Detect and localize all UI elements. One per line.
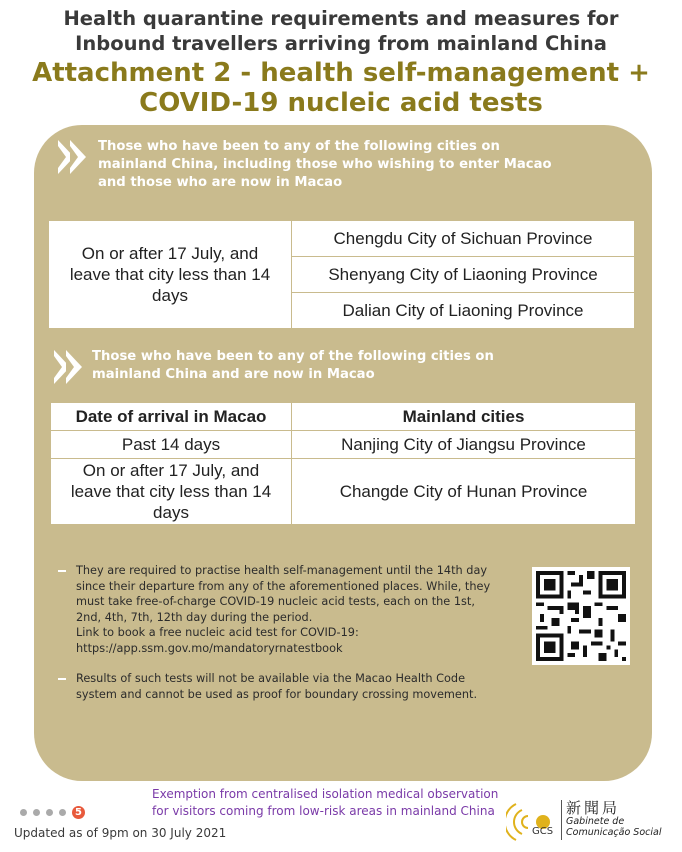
page-dot[interactable]: [20, 809, 27, 816]
dash-icon: [58, 570, 66, 572]
note-item: [58, 671, 528, 702]
exemption-line: Exemption from centralised isolation medical observation: [152, 787, 499, 801]
page-indicator[interactable]: [20, 806, 85, 819]
city-cell: Shenyang City of Liaoning Province: [292, 257, 635, 293]
header-line-2: Inbound travellers arriving from mainland China: [75, 32, 607, 55]
logo-abbreviation: GCS: [532, 826, 554, 837]
section1-heading: [58, 138, 638, 192]
exemption-line: for visitors coming from low-risk areas in mainland China: [152, 804, 495, 818]
date-line: leave that city less than 14: [70, 482, 272, 501]
date-line: On or after 17 July, and: [82, 461, 260, 480]
header-line-1: Health quarantine requirements and measures for: [63, 7, 619, 30]
section1-heading-line: and those who are now in Macao: [98, 175, 343, 190]
title-line-2: COVID-19 nucleic acid tests: [139, 88, 543, 118]
condition-line: On or after 17 July, and: [81, 244, 259, 263]
section1-heading-line: mainland China, including those who wishing to enter Macao: [98, 157, 552, 172]
page-dot[interactable]: [46, 809, 53, 816]
current-page-badge[interactable]: 5: [72, 806, 85, 819]
section2-heading-line: Those who have been to any of the following cities on: [92, 349, 494, 364]
city-cell: Chengdu City of Sichuan Province: [292, 221, 635, 257]
qr-code-icon[interactable]: [532, 567, 630, 665]
updated-timestamp: Updated as of 9pm on 30 July 2021: [14, 826, 227, 840]
logo-chinese-name: 新聞局: [566, 799, 621, 817]
logo-pt-line: Comunicação Social: [566, 827, 662, 838]
header-subtitle: [0, 6, 682, 56]
note-line: since their departure from any of the aforementioned places. While, they: [76, 579, 491, 593]
note-line: Results of such tests will not be available via the Macao Health Code: [76, 672, 466, 685]
column-header: Mainland cities: [292, 403, 636, 431]
logo-portuguese-name: [566, 816, 661, 838]
note-line: 2nd, 4th, 7th, 12th day during the period.: [76, 610, 313, 624]
date-cell: [51, 459, 292, 525]
column-header: Date of arrival in Macao: [51, 403, 292, 431]
city-cell: Nanjing City of Jiangsu Province: [292, 431, 636, 459]
section1-heading-line: Those who have been to any of the following cities on: [98, 139, 500, 154]
date-cell: Past 14 days: [51, 431, 292, 459]
exemption-link[interactable]: [152, 786, 512, 820]
note-line: They are required to practise health self-management until the 14th day: [76, 564, 488, 577]
condition-line: days: [152, 286, 188, 305]
note-line: system and cannot be used as proof for boundary crossing movement.: [76, 687, 478, 701]
page-title: [0, 58, 682, 118]
table-cities-2: [50, 402, 636, 525]
note-line: Link to book a free nucleic acid test for COVID-19:: [76, 626, 359, 639]
booking-link[interactable]: https://app.ssm.gov.mo/mandatoryrnatestbook: [76, 641, 343, 655]
notes: [58, 563, 528, 717]
condition-line: leave that city less than 14: [69, 265, 271, 284]
note-item: [58, 563, 528, 656]
condition-cell: [49, 221, 292, 329]
city-cell: Dalian City of Liaoning Province: [292, 293, 635, 329]
city-cell: Changde City of Hunan Province: [292, 459, 636, 525]
page-dot[interactable]: [33, 809, 40, 816]
section2-heading: [54, 348, 634, 384]
note-line: must take free-of-charge COVID-19 nucleic acid tests, each on the 1st,: [76, 595, 475, 608]
page-dot[interactable]: [59, 809, 66, 816]
chevron-right-icon: [54, 350, 78, 384]
dash-icon: [58, 678, 66, 680]
chevron-right-icon: [58, 140, 82, 174]
table-cities-1: [48, 220, 635, 329]
title-line-1: Attachment 2 - health self-management +: [32, 58, 650, 88]
date-line: days: [153, 503, 189, 522]
logo-pt-line: Gabinete de: [566, 816, 625, 827]
logo-divider: [561, 800, 562, 840]
section2-heading-line: mainland China and are now in Macao: [92, 367, 375, 382]
